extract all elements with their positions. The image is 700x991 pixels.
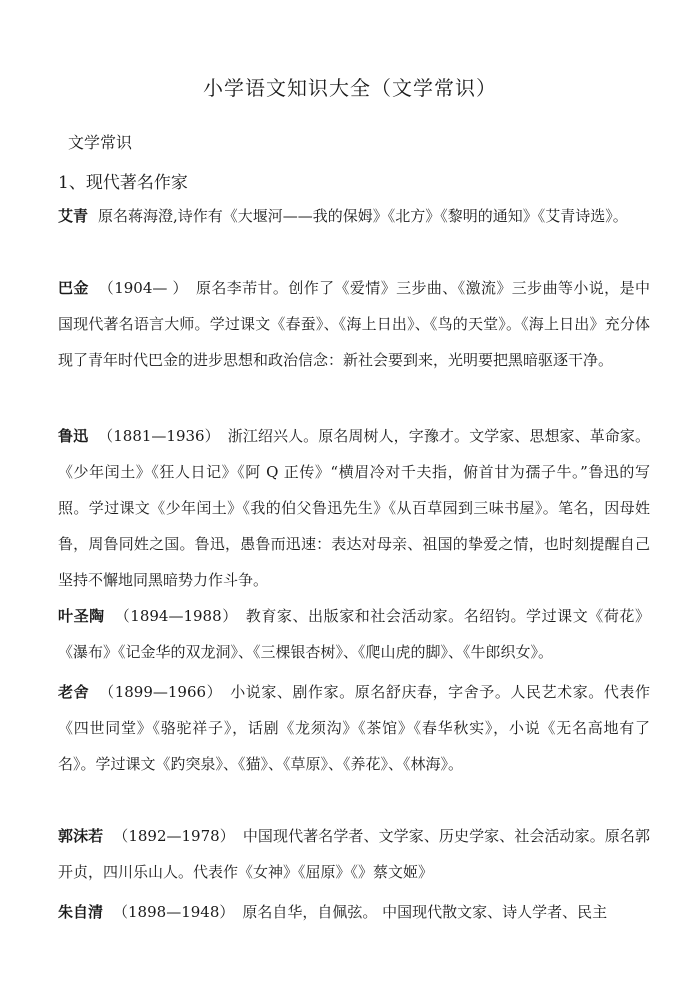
author-name: 鲁迅	[58, 427, 89, 445]
author-name: 叶圣陶	[58, 607, 105, 625]
author-name: 郭沫若	[58, 827, 104, 845]
author-entry-lu-xun	[58, 418, 650, 598]
page-title: 小学语文知识大全（文学常识）	[203, 76, 497, 100]
subsection-heading: 1、现代著名作家	[58, 173, 188, 193]
author-years: （1899—1966）	[99, 683, 223, 701]
author-years: （1898—1948）	[113, 903, 235, 921]
author-entry-ye-shengtao	[58, 598, 650, 670]
author-name: 老舍	[58, 683, 90, 701]
author-text: 原名李芾甘。创作了《爱情》三步曲、《激流》三步曲等小说，是中国现代著名语言大师。学过课文《春蚕》、《海上日出》、《鸟的天堂》。《海上日出》充分体现了青年时代巴金的进步思想和政治信念：新社会要到来，光明要把黑暗驱逐干净。	[58, 279, 650, 369]
author-name: 巴金	[58, 279, 89, 297]
author-text: 中国现代著名学者、文学家、历史学家、社会活动家。原名郭开贞，四川乐山人。代表作《女神》《屈原》《》蔡文姬》	[58, 827, 650, 881]
author-text: 浙江绍兴人。原名周树人，字豫才。文学家、思想家、革命家。《少年闰土》《狂人日记》《阿 Q 正传》“横眉冷对千夫指，俯首甘为孺子牛。”鲁迅的写照。学过课文《少年闰土》《我的伯父鲁迅先生》《从百草园到三味书屋》。笔名，因母姓鲁，周鲁同姓之国。鲁迅，愚鲁而迅速：表达对母亲、祖国的挚爱之情，也时刻提醒自己坚持不懈地同黑暗势力作斗争。	[58, 427, 650, 589]
author-entry-zhu-ziqing	[58, 894, 650, 930]
author-entry-ai-qing	[58, 198, 650, 234]
section-heading: 文学常识	[68, 133, 133, 152]
author-name: 艾青	[58, 207, 89, 225]
author-years: （1894—1988）	[114, 607, 238, 625]
author-text: 原名蒋海澄,诗作有《大堰河——我的保姆》《北方》《黎明的通知》《艾青诗选》。	[98, 207, 628, 225]
author-entry-lao-she	[58, 674, 650, 782]
author-entry-guo-moruo	[58, 818, 650, 890]
author-name: 朱自清	[58, 903, 104, 921]
author-years: （1881—1936）	[98, 427, 220, 445]
author-text: 原名自华，自佩弦。 中国现代散文家、诗人学者、民主	[242, 903, 608, 921]
author-years: （1892—1978）	[113, 827, 235, 845]
author-years: （1904— ）	[98, 279, 188, 297]
author-entry-ba-jin	[58, 270, 650, 378]
author-text: 小说家、剧作家。原名舒庆春，字舍予。人民艺术家。代表作《四世同堂》《骆驼祥子》，话剧《龙须沟》《茶馆》《春华秋实》，小说《无名高地有了名》。学过课文《趵突泉》、《猫》、《草原》、《养花》、《林海》。	[58, 683, 650, 773]
author-text: 教育家、出版家和社会活动家。名绍钧。学过课文《荷花》《瀑布》《记金华的双龙洞》、《三棵银杏树》、《爬山虎的脚》、《牛郎织女》。	[58, 607, 650, 661]
